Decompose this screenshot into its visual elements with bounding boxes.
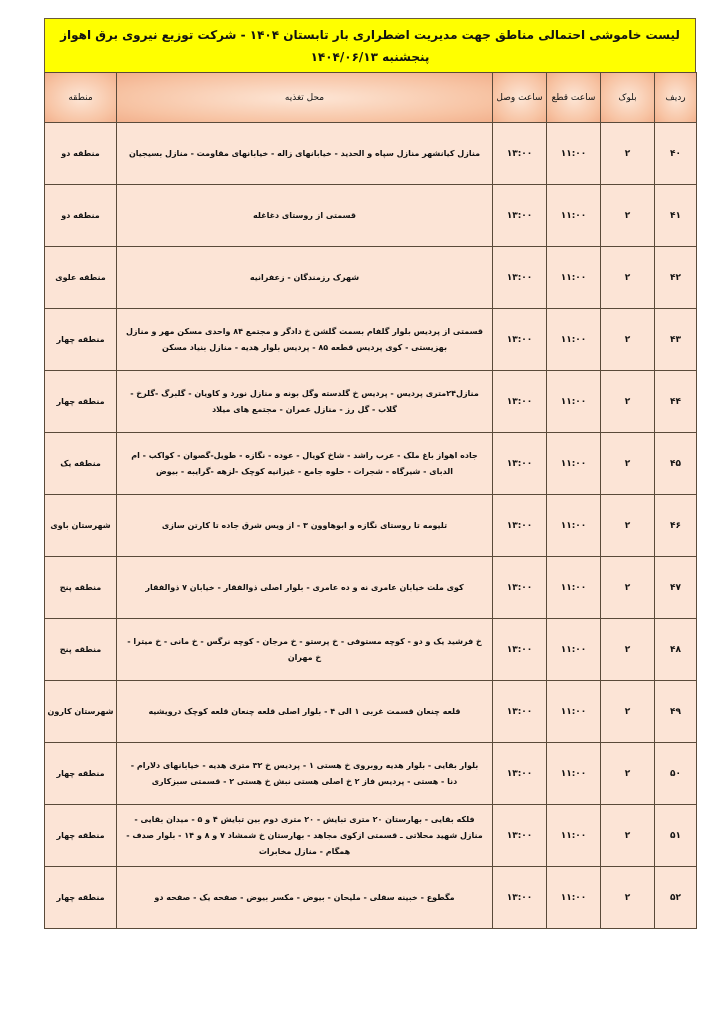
area-cell: منطقه یک	[45, 433, 117, 495]
column-header-row-number: ردیف	[655, 73, 697, 123]
area-cell: منطقه پنج	[45, 619, 117, 681]
block-cell: ۲	[601, 495, 655, 557]
cut-time-cell: ۱۱:۰۰	[547, 309, 601, 371]
table-body	[45, 123, 697, 929]
table-row	[45, 371, 697, 433]
cut-time-cell: ۱۱:۰۰	[547, 619, 601, 681]
area-cell: منطقه چهار	[45, 867, 117, 929]
cut-time-cell: ۱۱:۰۰	[547, 433, 601, 495]
location-cell: مگطوع - خبینه سفلی - ملیحان - بیوض - مکسر بیوض - صفحه یک - صفحه دو	[117, 867, 493, 929]
area-cell: شهرستان باوی	[45, 495, 117, 557]
table-row	[45, 247, 697, 309]
connect-time-cell: ۱۳:۰۰	[493, 681, 547, 743]
block-cell: ۲	[601, 619, 655, 681]
block-cell: ۲	[601, 743, 655, 805]
block-cell: ۲	[601, 557, 655, 619]
row-number-cell: ۴۴	[655, 371, 697, 433]
row-number-cell: ۵۲	[655, 867, 697, 929]
table-row	[45, 681, 697, 743]
area-cell: منطقه دو	[45, 123, 117, 185]
cut-time-cell: ۱۱:۰۰	[547, 371, 601, 433]
area-cell: منطقه علوی	[45, 247, 117, 309]
cut-time-cell: ۱۱:۰۰	[547, 495, 601, 557]
connect-time-cell: ۱۳:۰۰	[493, 495, 547, 557]
table-row	[45, 123, 697, 185]
column-header-connect-time: ساعت وصل	[493, 73, 547, 123]
cut-time-cell: ۱۱:۰۰	[547, 247, 601, 309]
column-header-area: منطقه	[45, 73, 117, 123]
area-cell: شهرستان کارون	[45, 681, 117, 743]
connect-time-cell: ۱۳:۰۰	[493, 557, 547, 619]
row-number-cell: ۴۶	[655, 495, 697, 557]
cut-time-cell: ۱۱:۰۰	[547, 557, 601, 619]
connect-time-cell: ۱۳:۰۰	[493, 619, 547, 681]
location-cell: تلیومه تا روستای نگازه و ابوهاوون ۳ - از ویس شرق جاده تا کارتن سازی	[117, 495, 493, 557]
title-banner	[44, 18, 696, 72]
column-header-location: محل تغذیه	[117, 73, 493, 123]
connect-time-cell: ۱۳:۰۰	[493, 185, 547, 247]
outage-table	[44, 72, 697, 929]
cut-time-cell: ۱۱:۰۰	[547, 681, 601, 743]
row-number-cell: ۴۱	[655, 185, 697, 247]
location-cell: قسمتی از روستای دغاغله	[117, 185, 493, 247]
area-cell: منطقه چهار	[45, 805, 117, 867]
connect-time-cell: ۱۳:۰۰	[493, 247, 547, 309]
block-cell: ۲	[601, 123, 655, 185]
block-cell: ۲	[601, 309, 655, 371]
cut-time-cell: ۱۱:۰۰	[547, 867, 601, 929]
block-cell: ۲	[601, 681, 655, 743]
table-row	[45, 805, 697, 867]
table-row	[45, 743, 697, 805]
row-number-cell: ۵۱	[655, 805, 697, 867]
block-cell: ۲	[601, 371, 655, 433]
block-cell: ۲	[601, 867, 655, 929]
table-row	[45, 433, 697, 495]
location-cell: کوی ملت خیابان عامری نه و ده عامری - بلوار اصلی ذوالفقار - خیابان ۷ ذوالفقار	[117, 557, 493, 619]
column-header-block: بلوک	[601, 73, 655, 123]
connect-time-cell: ۱۳:۰۰	[493, 123, 547, 185]
table-header-row	[45, 73, 697, 123]
block-cell: ۲	[601, 805, 655, 867]
block-cell: ۲	[601, 433, 655, 495]
block-cell: ۲	[601, 185, 655, 247]
area-cell: منطقه چهار	[45, 309, 117, 371]
row-number-cell: ۵۰	[655, 743, 697, 805]
location-cell: منازل۲۴متری پردیس - پردیس خ گلدسته وگل بونه و منازل نورد و کاویان - گلبرگ -گلرخ - گلاب - گل رز - منازل عمران - مجتمع های میلاد	[117, 371, 493, 433]
connect-time-cell: ۱۳:۰۰	[493, 371, 547, 433]
outage-schedule-sheet	[44, 18, 696, 929]
table-row	[45, 619, 697, 681]
location-cell: بلوار بقایی - بلوار هدیه روبروی خ هستی ۱ - پردیس خ ۳۲ متری هدیه - خیابانهای دلارام - دنا - هستی - پردیس فاز ۲ خ اصلی هستی نبش خ هستی ۲ - قسمتی سبزکاری	[117, 743, 493, 805]
row-number-cell: ۴۳	[655, 309, 697, 371]
area-cell: منطقه دو	[45, 185, 117, 247]
row-number-cell: ۴۷	[655, 557, 697, 619]
table-row	[45, 185, 697, 247]
location-cell: قلعه چنعان قسمت غربی ۱ الی ۴ - بلوار اصلی قلعه چنعان قلعه کوچک درویشیه	[117, 681, 493, 743]
cut-time-cell: ۱۱:۰۰	[547, 743, 601, 805]
row-number-cell: ۴۹	[655, 681, 697, 743]
date-line: پنجشنبه ۱۴۰۴/۰۶/۱۳	[310, 49, 430, 64]
table-row	[45, 867, 697, 929]
location-cell: منازل کیانشهر منازل سپاه و الحدید - خیابانهای زاله - خیابانهای مقاومت - منازل بسیجیان	[117, 123, 493, 185]
connect-time-cell: ۱۳:۰۰	[493, 309, 547, 371]
table-row	[45, 557, 697, 619]
cut-time-cell: ۱۱:۰۰	[547, 805, 601, 867]
column-header-cut-time: ساعت قطع	[547, 73, 601, 123]
connect-time-cell: ۱۳:۰۰	[493, 743, 547, 805]
block-cell: ۲	[601, 247, 655, 309]
connect-time-cell: ۱۳:۰۰	[493, 433, 547, 495]
area-cell: منطقه چهار	[45, 371, 117, 433]
row-number-cell: ۴۸	[655, 619, 697, 681]
row-number-cell: ۴۲	[655, 247, 697, 309]
connect-time-cell: ۱۳:۰۰	[493, 867, 547, 929]
cut-time-cell: ۱۱:۰۰	[547, 123, 601, 185]
location-cell: جاده اهواز باغ ملک - عرب راشد - شاخ کویال - عوده - نگازه - طویل-گصوان - کواکب - ام الدبای - شیرگاه - شجرات - حلوه جامع - غیزانیه کوچک -لزهه -گرایبه - بیوض	[117, 433, 493, 495]
area-cell: منطقه چهار	[45, 743, 117, 805]
location-cell: قسمتی از پردیس بلوار گلفام بسمت گلشن خ دادگر و مجتمع ۸۴ واحدی مسکن مهر و منازل بهزیستی - کوی پردیس قطعه ۸۵ - پردیس بلوار هدیه - منازل بنیاد مسکن	[117, 309, 493, 371]
cut-time-cell: ۱۱:۰۰	[547, 185, 601, 247]
area-cell: منطقه پنج	[45, 557, 117, 619]
location-cell: خ فرشید یک و دو - کوچه مستوفی - خ پرستو - خ مرجان - کوچه نرگس - خ مانی - خ میترا - خ مهران	[117, 619, 493, 681]
page-title: لیست خاموشی احتمالی مناطق جهت مدیریت اضطراری بار تابستان ۱۴۰۴ - شرکت توزیع نیروی برق اهواز	[60, 27, 680, 42]
connect-time-cell: ۱۳:۰۰	[493, 805, 547, 867]
table-row	[45, 495, 697, 557]
table-row	[45, 309, 697, 371]
row-number-cell: ۴۰	[655, 123, 697, 185]
location-cell: فلکه بقایی - بهارستان ۲۰ متری تبایش - ۲۰ متری دوم بین تبایش ۴ و ۵ - میدان بقایی - منازل شهید محلاتی ـ قسمتی ازکوی مجاهد - بهارستان خ شمشاد ۷ و ۸ و ۱۴ - بلوار صدف - همگام - منازل مخابرات	[117, 805, 493, 867]
location-cell: شهرک رزمندگان - زعفرانیه	[117, 247, 493, 309]
row-number-cell: ۴۵	[655, 433, 697, 495]
